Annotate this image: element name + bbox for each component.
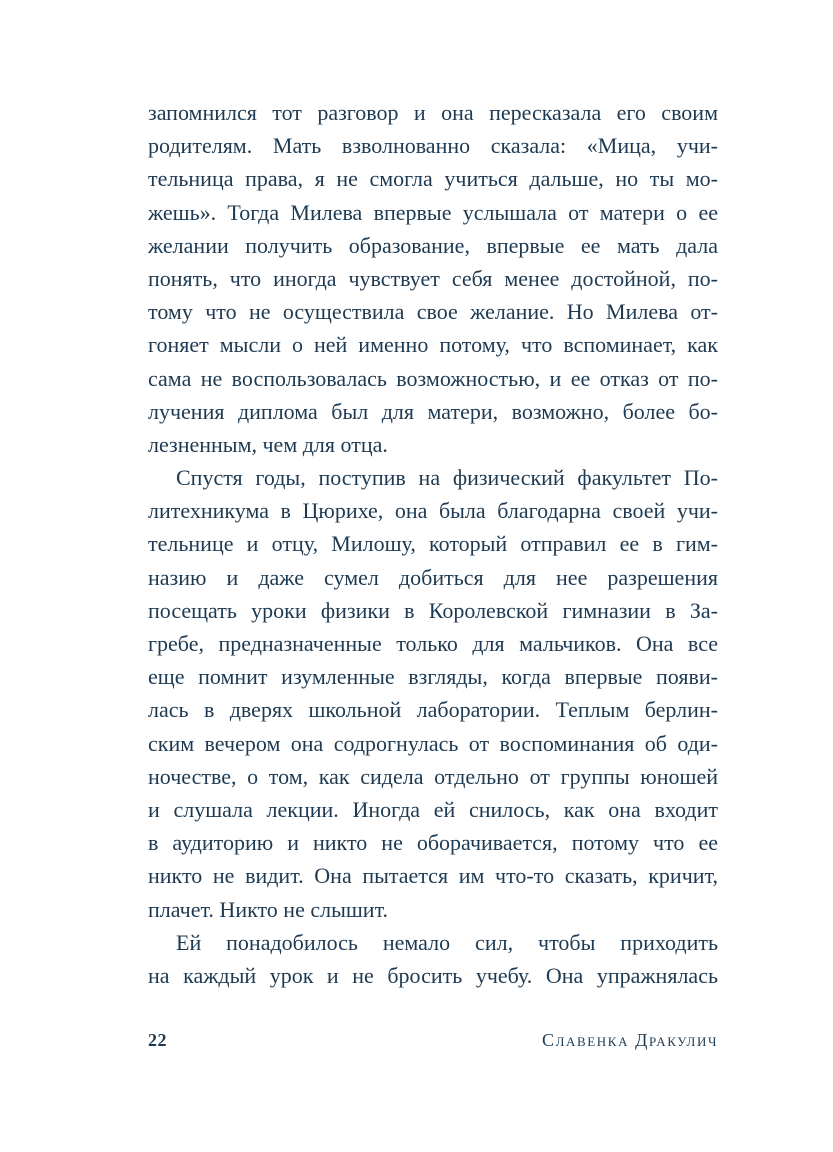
text-line: тельнице и отцу, Милошу, который отправил ее в гим- bbox=[148, 531, 718, 557]
paragraph-end-line: лезненным, чем для отца. bbox=[148, 431, 388, 457]
text-line: понять, что иногда чувствует себя менее достойной, по- bbox=[148, 265, 718, 291]
text-line: еще помнит изумленные взгляды, когда впервые появи- bbox=[148, 664, 718, 690]
paragraph-end-line: плачет. Никто не слышит. bbox=[148, 896, 389, 922]
text-line: тому что не осуществила свое желание. Но Милева от- bbox=[148, 299, 718, 325]
paragraph-start-line: Ей понадобилось немало сил, чтобы приходить bbox=[176, 929, 718, 955]
text-line: лась в дверях школьной лаборатории. Теплым берлин- bbox=[148, 697, 718, 723]
page-number: 22 bbox=[148, 1030, 167, 1050]
text-line: желании получить образование, впервые ее мать дала bbox=[148, 232, 718, 258]
text-line: родителям. Мать взволнованно сказала: «Мица, учи- bbox=[148, 133, 718, 159]
text-line: на каждый урок и не бросить учебу. Она упражнялась bbox=[148, 962, 718, 988]
text-line: в аудиторию и никто не оборачивается, потому что ее bbox=[148, 830, 718, 856]
text-line: сама не воспользовалась возможностью, и ее отказ от по- bbox=[148, 365, 718, 391]
body-text bbox=[148, 96, 718, 992]
text-line: жешь». Тогда Милева впервые услышала от матери о ее bbox=[148, 199, 718, 225]
text-line: литехникума в Цюрихе, она была благодарна своей учи- bbox=[148, 498, 718, 524]
text-line: запомнился тот разговор и она пересказала его своим bbox=[148, 100, 718, 125]
text-line: никто не видит. Она пытается им что-то сказать, кричит, bbox=[148, 863, 718, 889]
text-line: ским вечером она содрогнулась от воспоминания об оди- bbox=[148, 730, 718, 756]
running-head-author: Славенка Дракулич bbox=[541, 1030, 718, 1050]
text-line: и слушала лекции. Иногда ей снилось, как она входит bbox=[148, 796, 718, 822]
page-footer bbox=[148, 1025, 718, 1055]
text-line: посещать уроки физики в Королевской гимназии в За- bbox=[148, 597, 718, 623]
text-line: тельница права, я не смогла учиться дальше, но ты мо- bbox=[148, 166, 718, 192]
text-line: гоняет мысли о ней именно потому, что вспоминает, как bbox=[148, 332, 718, 358]
text-line: назию и даже сумел добиться для нее разрешения bbox=[148, 564, 718, 590]
text-line: лучения диплома был для матери, возможно, более бо- bbox=[148, 398, 718, 424]
text-line: ночестве, о том, как сидела отдельно от группы юношей bbox=[148, 763, 718, 789]
text-line: гребе, предназначенные только для мальчиков. Она все bbox=[148, 631, 718, 656]
paragraph-start-line: Спустя годы, поступив на физический факультет По- bbox=[176, 465, 718, 491]
